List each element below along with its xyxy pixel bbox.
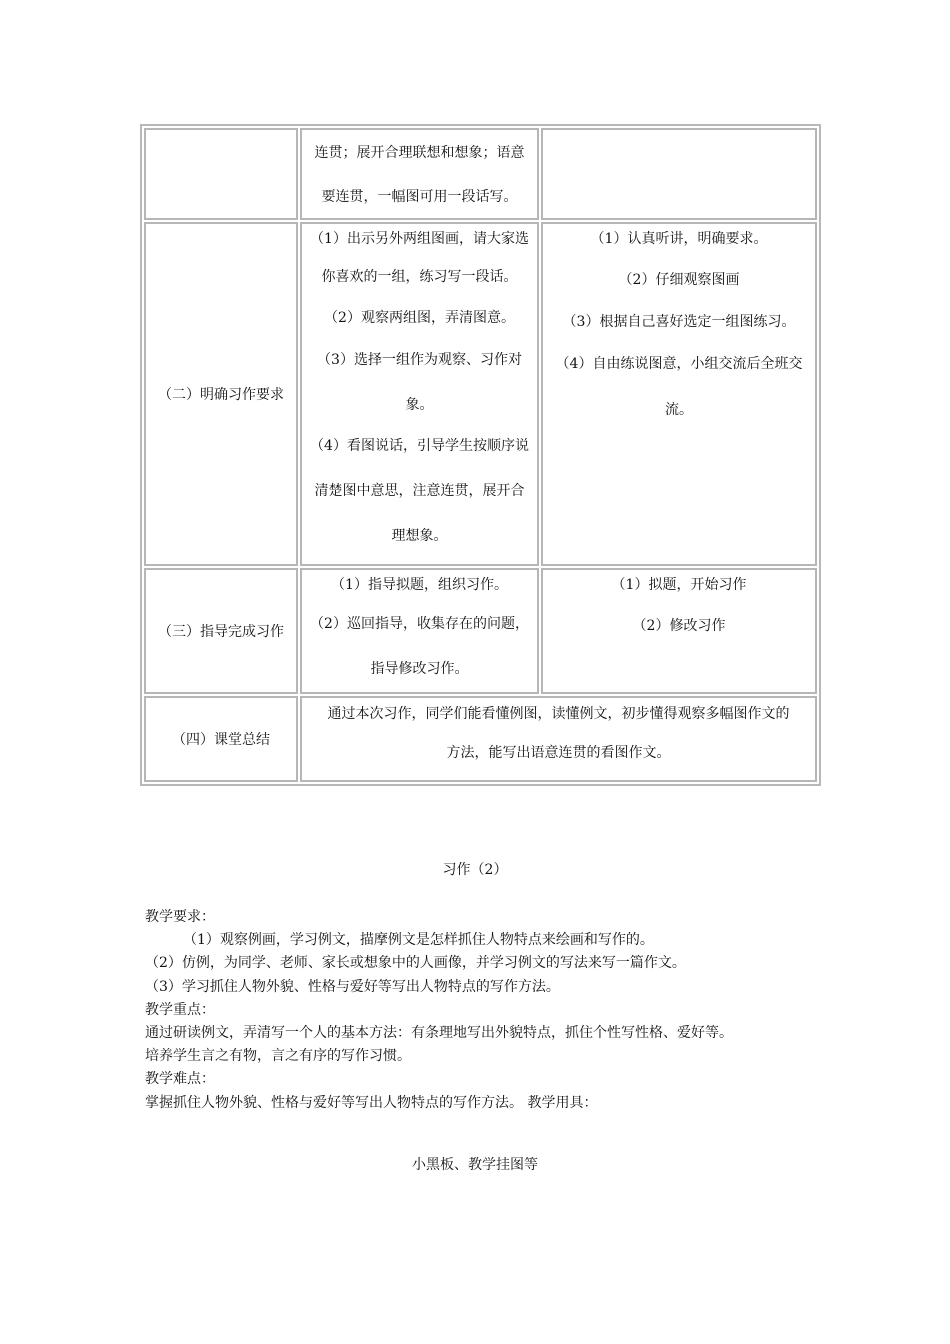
section-title: 习作（2） (442, 862, 508, 878)
student-activity-line: （2）仔细观察图画 (618, 272, 740, 288)
teaching-tools: 小黑板、教学挂图等 (412, 1157, 538, 1173)
teacher-activity-line: 连贯；展开合理联想和想象；语意 (314, 145, 525, 161)
student-activity-cell (541, 568, 817, 694)
student-activity-line: （4）自由练说图意，小组交流后全班交 (555, 356, 803, 372)
lesson-text (145, 906, 835, 1115)
teacher-activity-line: 指导修改习作。 (370, 661, 469, 677)
table-row (144, 696, 817, 782)
step-name-cell (144, 568, 298, 694)
step-cell-empty (144, 128, 298, 220)
requirement-item: （2）仿例，为同学、老师、家长或想象中的人画像，并学习例文的写法来写一篇作文。 (145, 955, 686, 972)
table-row (144, 222, 817, 566)
difficulty-text: 掌握抓住人物外貌、性格与爱好等写出人物特点的写作方法。 教学用具： (145, 1094, 598, 1111)
teacher-activity-cell (300, 568, 539, 694)
step-name: （四）课堂总结 (172, 732, 270, 748)
table-row (144, 568, 817, 694)
teacher-activity-line: （3）选择一组作为观察、习作对 (317, 352, 522, 368)
teacher-activity-line: 理想象。 (391, 528, 448, 544)
summary-line: 方法，能写出语意连贯的看图作文。 (446, 745, 671, 761)
focus-text: 通过研读例文，弄清写一个人的基本方法：有条理地写出外貌特点，抓住个性写性格、爱好等。 (145, 1025, 733, 1042)
teacher-activity-line: 象。 (405, 397, 434, 413)
student-activity-cell-empty (541, 128, 817, 220)
lesson-plan-table (140, 124, 821, 786)
heading-teaching-focus: 教学重点： (145, 1001, 215, 1018)
heading-teaching-difficulty: 教学难点： (145, 1071, 215, 1088)
step-name: （三）指导完成习作 (158, 624, 284, 640)
step-name-cell (144, 222, 298, 566)
step-name: （二）明确习作要求 (158, 387, 284, 403)
heading-teaching-requirements: 教学要求： (145, 909, 215, 925)
teacher-activity-line: 你喜欢的一组，练习写一段话。 (321, 269, 518, 285)
table-row (144, 128, 817, 220)
teacher-activity-line: （2）巡回指导，收集存在的问题， (310, 616, 529, 632)
step-name-cell (144, 696, 298, 782)
summary-cell (300, 696, 817, 782)
teacher-activity-line: 清楚图中意思，注意连贯，展开合 (314, 483, 525, 499)
summary-line: 通过本次习作，同学们能看懂例图，读懂例文，初步懂得观察多幅图作文的 (327, 706, 790, 722)
focus-text: 培养学生言之有物，言之有序的写作习惯。 (145, 1048, 411, 1065)
teacher-activity-line: （1）指导拟题，组织习作。 (331, 577, 508, 593)
requirement-item: （1）观察例画，学习例文，描摩例文是怎样抓住人物特点来绘画和写作的。 (183, 932, 654, 949)
student-activity-line: （3）根据自己喜好选定一组图练习。 (562, 314, 796, 330)
teacher-activity-line: （4）看图说话，引导学生按顺序说 (310, 438, 529, 454)
student-activity-line: （1）拟题，开始习作 (611, 577, 747, 593)
student-activity-cell (541, 222, 817, 566)
teacher-activity-line: （1）出示另外两组图画，请大家选 (310, 231, 529, 247)
student-activity-line: 流。 (665, 402, 693, 418)
student-activity-line: （1）认真听讲，明确要求。 (590, 231, 768, 247)
teacher-activity-cell (300, 222, 539, 566)
teacher-activity-line: 要连贯，一幅图可用一段话写。 (321, 189, 518, 205)
teacher-activity-line: （2）观察两组图，弄清图意。 (324, 310, 515, 326)
teacher-activity-cell (300, 128, 539, 220)
student-activity-line: （2）修改习作 (632, 618, 726, 634)
requirement-item: （3）学习抓住人物外貌、性格与爱好等写出人物特点的写作方法。 (145, 978, 560, 995)
